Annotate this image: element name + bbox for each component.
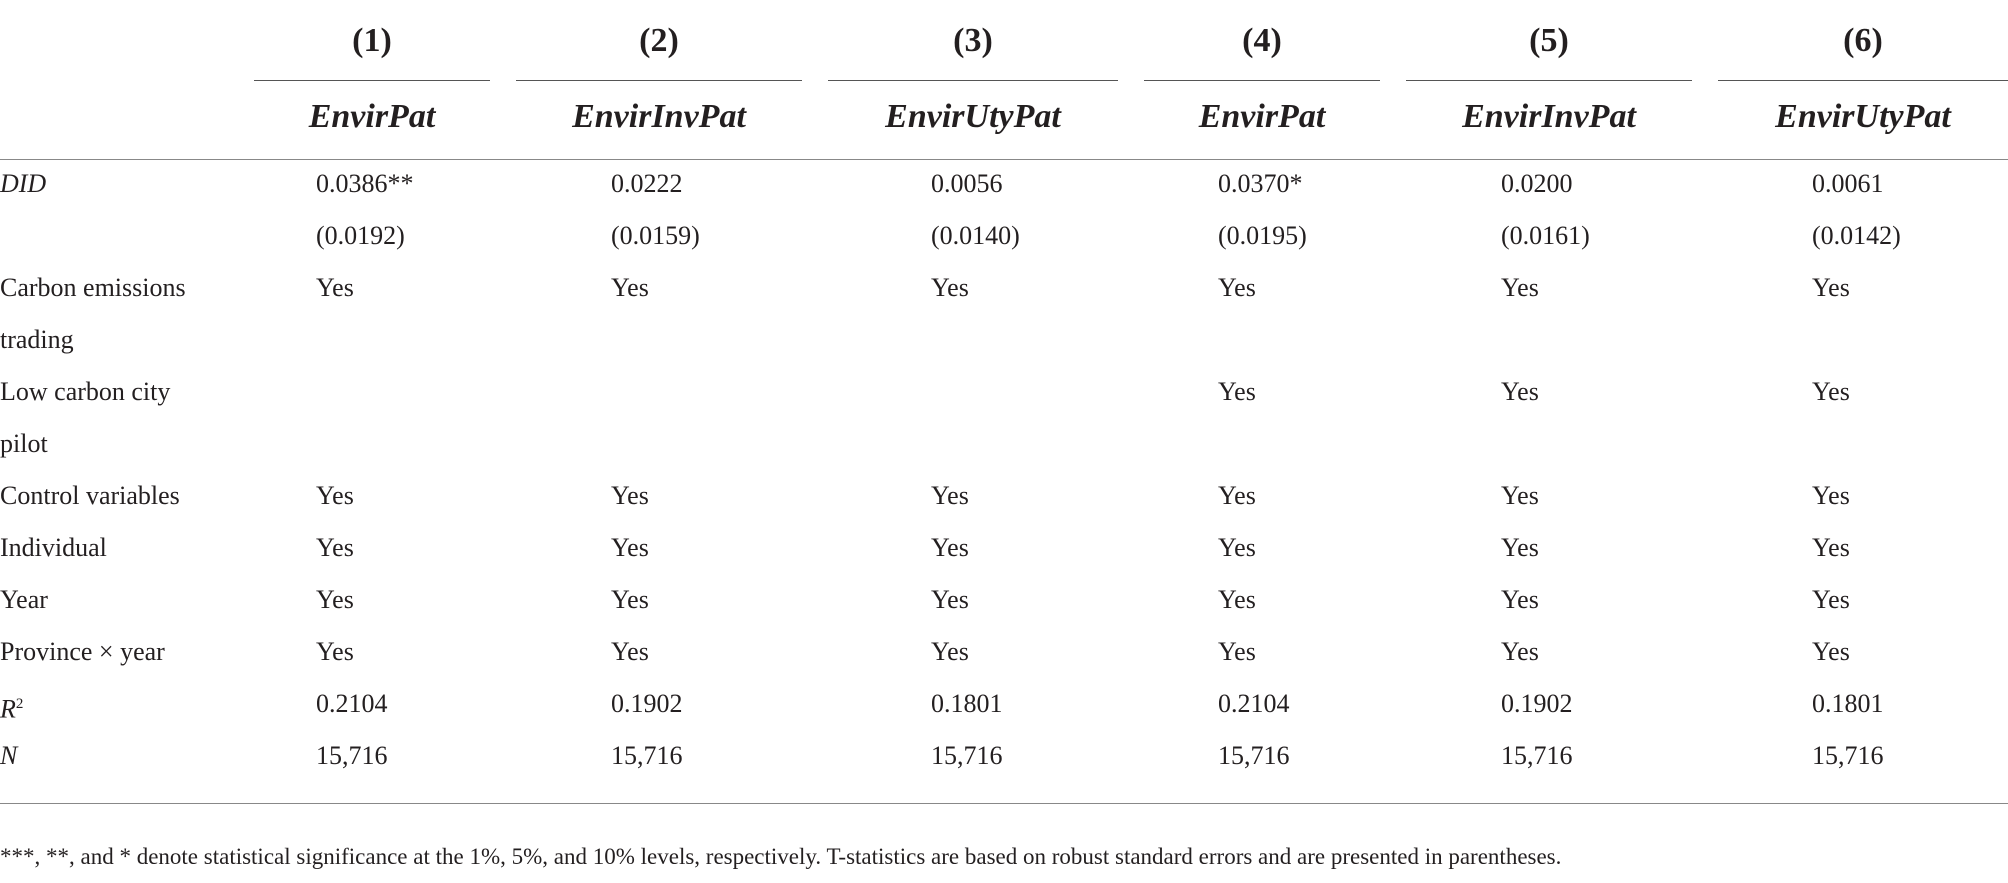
col-number-1: (1) bbox=[352, 22, 392, 59]
col-var-2: EnvirInvPat bbox=[572, 98, 746, 135]
col-var-6: EnvirUtyPat bbox=[1775, 98, 1951, 135]
table-cell: Yes bbox=[1501, 533, 1539, 562]
col-rule-1 bbox=[254, 80, 490, 81]
row-label-control-variables: Control variables bbox=[0, 481, 180, 510]
table-cell: Yes bbox=[1812, 377, 1850, 406]
row-label-province-year: Province × year bbox=[0, 637, 165, 666]
table-cell: (0.0192) bbox=[316, 221, 405, 250]
col-number-3: (3) bbox=[953, 22, 993, 59]
col-rule-2 bbox=[516, 80, 802, 81]
table-cell: Yes bbox=[316, 273, 354, 302]
table-cell: 15,716 bbox=[611, 741, 683, 770]
table-cell: Yes bbox=[1218, 585, 1256, 614]
table-cell: 15,716 bbox=[931, 741, 1003, 770]
table-cell: 0.0200 bbox=[1501, 169, 1573, 198]
col-number-5: (5) bbox=[1529, 22, 1569, 59]
table-cell: 0.2104 bbox=[316, 689, 388, 718]
table-cell: Yes bbox=[611, 533, 649, 562]
table-cell: Yes bbox=[611, 637, 649, 666]
col-number-4: (4) bbox=[1242, 22, 1282, 59]
table-cell: 0.1902 bbox=[611, 689, 683, 718]
table-cell: Yes bbox=[1812, 637, 1850, 666]
table-cell: 0.0386** bbox=[316, 169, 414, 198]
table-cell: Yes bbox=[1501, 273, 1539, 302]
col-number-2: (2) bbox=[639, 22, 679, 59]
table-cell: Yes bbox=[931, 481, 969, 510]
col-rule-5 bbox=[1406, 80, 1692, 81]
table-cell: 0.2104 bbox=[1218, 689, 1290, 718]
row-label-individual: Individual bbox=[0, 533, 107, 562]
table-cell: Yes bbox=[1812, 533, 1850, 562]
table-cell: 0.1801 bbox=[1812, 689, 1884, 718]
row-label-pilot: pilot bbox=[0, 429, 48, 458]
table-cell: 0.0370* bbox=[1218, 169, 1303, 198]
table-cell: Yes bbox=[1218, 481, 1256, 510]
table-cell: 15,716 bbox=[1501, 741, 1573, 770]
table-footnote: ***, **, and * denote statistical significance at the 1%, 5%, and 10% levels, respectively. T-statistics are based on robust standard errors and are presented in parentheses. bbox=[0, 844, 1562, 869]
row-label-trading: trading bbox=[0, 325, 74, 354]
table-cell: Yes bbox=[1218, 273, 1256, 302]
table-cell: 0.0222 bbox=[611, 169, 683, 198]
table-cell: 0.1801 bbox=[931, 689, 1003, 718]
r-squared-base: R bbox=[0, 694, 16, 724]
row-label-r-squared bbox=[0, 678, 23, 736]
table-cell: Yes bbox=[611, 273, 649, 302]
row-label-carbon-emissions: Carbon emissions bbox=[0, 273, 186, 302]
table-cell: Yes bbox=[931, 637, 969, 666]
table-cell: Yes bbox=[316, 585, 354, 614]
col-var-5: EnvirInvPat bbox=[1462, 98, 1636, 135]
table-cell: 15,716 bbox=[1812, 741, 1884, 770]
table-cell: Yes bbox=[611, 481, 649, 510]
col-number-6: (6) bbox=[1843, 22, 1883, 59]
table-cell: Yes bbox=[1501, 637, 1539, 666]
table-cell: Yes bbox=[316, 533, 354, 562]
table-cell: 0.0061 bbox=[1812, 169, 1884, 198]
header-bottom-rule bbox=[0, 159, 2008, 160]
table-cell: Yes bbox=[316, 481, 354, 510]
table-cell: 15,716 bbox=[1218, 741, 1290, 770]
col-rule-6 bbox=[1718, 80, 2008, 81]
table-cell: 0.1902 bbox=[1501, 689, 1573, 718]
table-cell: 0.0056 bbox=[931, 169, 1003, 198]
table-cell: (0.0161) bbox=[1501, 221, 1590, 250]
table-bottom-rule bbox=[0, 803, 2008, 804]
row-label-low-carbon-city: Low carbon city bbox=[0, 377, 171, 406]
col-var-1: EnvirPat bbox=[308, 98, 436, 135]
table-cell: Yes bbox=[1218, 377, 1256, 406]
table-cell: 15,716 bbox=[316, 741, 388, 770]
table-cell: Yes bbox=[1812, 481, 1850, 510]
table-cell: Yes bbox=[1218, 637, 1256, 666]
col-rule-4 bbox=[1144, 80, 1380, 81]
table-cell: (0.0142) bbox=[1812, 221, 1901, 250]
table-cell: Yes bbox=[931, 273, 969, 302]
table-cell: Yes bbox=[931, 585, 969, 614]
table-cell: Yes bbox=[1812, 273, 1850, 302]
table-cell: Yes bbox=[931, 533, 969, 562]
col-rule-3 bbox=[828, 80, 1118, 81]
table-cell: (0.0195) bbox=[1218, 221, 1307, 250]
table-cell: (0.0140) bbox=[931, 221, 1020, 250]
table-cell: Yes bbox=[1812, 585, 1850, 614]
table-cell: Yes bbox=[611, 585, 649, 614]
table-cell: Yes bbox=[1501, 481, 1539, 510]
table-cell: Yes bbox=[1501, 377, 1539, 406]
r-squared-exponent: 2 bbox=[15, 696, 24, 712]
row-label-n: N bbox=[0, 741, 18, 770]
row-label-year: Year bbox=[0, 585, 48, 614]
row-label-did: DID bbox=[0, 169, 47, 198]
table-cell: Yes bbox=[316, 637, 354, 666]
table-cell: (0.0159) bbox=[611, 221, 700, 250]
table-cell: Yes bbox=[1501, 585, 1539, 614]
col-var-4: EnvirPat bbox=[1198, 98, 1326, 135]
table-cell: Yes bbox=[1218, 533, 1256, 562]
col-var-3: EnvirUtyPat bbox=[885, 98, 1061, 135]
